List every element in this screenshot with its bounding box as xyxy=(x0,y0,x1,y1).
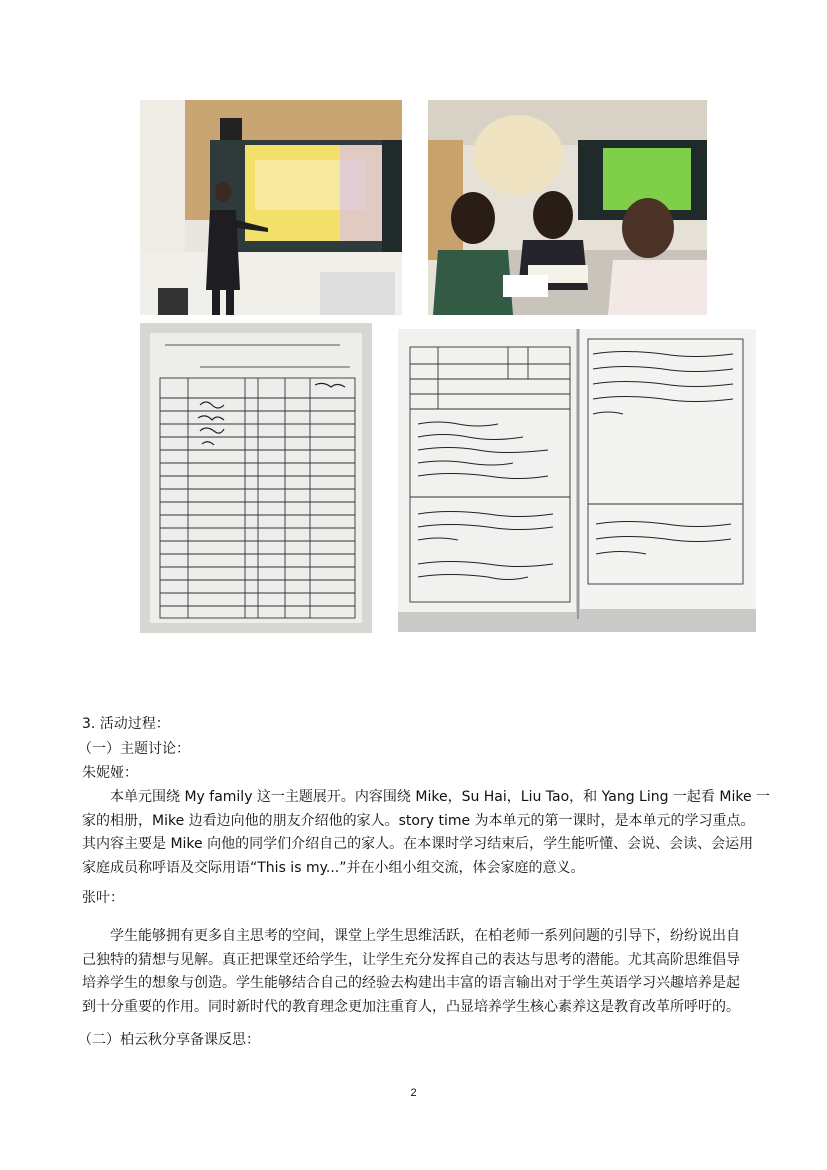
paragraph-zhang xyxy=(82,925,778,1019)
subsection-lesson-reflection: （二）柏云秋分享备课反思： xyxy=(78,1032,260,1048)
paragraph-line: 其内容主要是 Mike 向他的同学们介绍自己的家人。在本课时学习结束后，学生能听懂、会说、会读、会运用 xyxy=(82,836,754,852)
photo-group-discussion xyxy=(428,100,707,315)
paragraph-line: 学生能够拥有更多自主思考的空间，课堂上学生思维活跃，在柏老师一系列问题的引导下，纷纷说出自 xyxy=(110,928,740,944)
paragraph-line: 培养学生的想象与创造。学生能够结合自己的经验去构建出丰富的语言输出对于学生英语学习兴趣培养是起 xyxy=(82,975,740,991)
section-heading: 3. 活动过程： xyxy=(82,716,170,732)
photo-teacher-presenting xyxy=(140,100,402,315)
speaker-zhang: 张叶： xyxy=(82,890,124,906)
photo-meeting-record xyxy=(398,329,756,632)
paragraph-line: 到十分重要的作用。同时新时代的教育理念更加注重育人，凸显培养学生核心素养这是教育改革所呼吁的。 xyxy=(82,998,740,1015)
photo-attendance-sheet xyxy=(140,323,372,633)
paragraph-line: 己独特的猜想与见解。真正把课堂还给学生，让学生充分发挥自己的表达与思考的潜能。尤其高阶思维倡导 xyxy=(82,951,740,968)
speaker-zhu: 朱妮娅： xyxy=(82,765,138,781)
paragraph-line: 家的相册，Mike 边看边向他的朋友介绍他的家人。story time 为本单元的第一课时，是本单元的学习重点。 xyxy=(82,812,755,829)
paragraph-line: 家庭成员称呼语及交际用语“This is my...”并在小组小组交流，体会家庭的意义。 xyxy=(82,859,585,876)
subsection-topic-discussion: （一）主题讨论： xyxy=(78,741,190,757)
paragraph-line: 本单元围绕 My family 这一主题展开。内容围绕 Mike，Su Hai，Liu Tao，和 Yang Ling 一起看 Mike 一 xyxy=(110,789,771,805)
page-number: 2 xyxy=(410,1087,417,1099)
paragraph-zhu xyxy=(82,786,778,880)
